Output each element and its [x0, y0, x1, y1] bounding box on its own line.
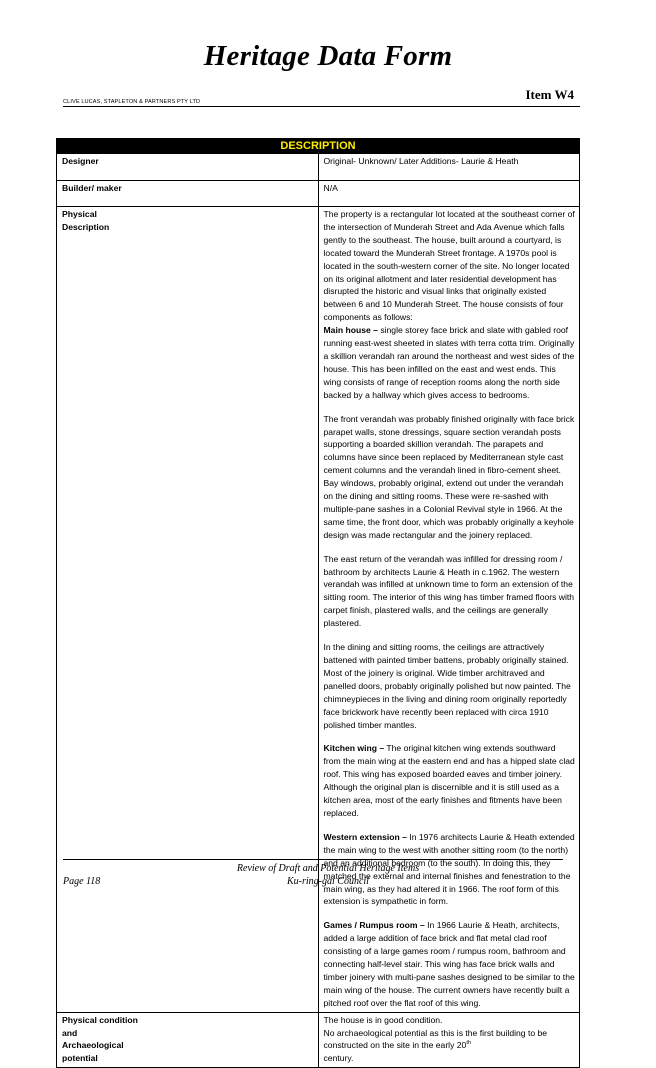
paragraph-dining-sitting: In the dining and sitting rooms, the ceilings are attractively battened with painted timber battens, probably originally stained. Most of the joinery is original. Wide timber architraved and panelled doors, probably originally polished but now painted. The chimneypieces in the living and dining room originally reportedly face brickwork have recently been replaced with circa 1910 polished timber mantles. — [323, 642, 571, 730]
builder-value: N/A — [318, 181, 580, 207]
designer-value: Original- Unknown/ Later Additions- Laurie & Heath — [318, 154, 580, 181]
games-rumpus-heading: Games / Rumpus room – — [323, 920, 425, 931]
western-extension-heading: Western extension – — [323, 831, 407, 842]
condition-label-line1: Physical condition — [62, 1014, 138, 1025]
kitchen-wing-heading: Kitchen wing – — [323, 743, 385, 754]
paragraph-east-return: The east return of the verandah was infilled for dressing room / bathroom by architects Laurie & Heath in c.1962. The western verandah was infilled at unknown time to form an extension of the sitting room. The interior of this wing has timber framed floors with carpet finish, plastered walls, and the ceilings are generally plastered. — [323, 553, 575, 629]
games-rumpus-text: In 1966 Laurie & Heath, architects, added a large addition of face brick and flat metal clad roof consisting of a large games room / rumpus room, bathroom and connecting half-level stair. This wing has face brick walls and timber joinery with multi-pane sashes designed to be similar to the main wing of the house. The current owners have recently built a pitched roof over the flat roof of this wing. — [323, 920, 575, 1008]
physical-description-row — [57, 207, 580, 1013]
document-title: Heritage Data Form — [203, 40, 453, 72]
condition-label-line2: and — [62, 1027, 78, 1038]
paragraph-kitchen-wing — [324, 742, 576, 819]
physical-description-text — [318, 207, 580, 1013]
paragraph-games-rumpus — [324, 919, 576, 1009]
footer-review-title: Review of Draft and Potential Heritage Items — [236, 863, 420, 874]
condition-line2 — [324, 1027, 576, 1066]
page-number-value: 118 — [86, 876, 101, 887]
condition-label-line4: potential — [62, 1053, 98, 1064]
designer-row — [57, 154, 580, 181]
designer-label: Designer — [57, 154, 319, 181]
page-label: Page — [63, 876, 84, 887]
condition-text — [318, 1012, 580, 1068]
footer-divider — [63, 859, 563, 860]
physical-label-line2: Description — [62, 221, 110, 232]
section-heading: DESCRIPTION — [57, 139, 580, 154]
firm-name: CLIVE LUCAS, STAPLETON & PARTNERS PTY LTD — [63, 99, 201, 105]
builder-label: Builder/ maker — [57, 181, 319, 207]
item-number: Item W4 — [525, 87, 574, 102]
condition-label-line3: Archaeological — [62, 1040, 124, 1051]
footer-council-name: Ku-ring-gai Council — [287, 876, 369, 887]
physical-description-label — [57, 207, 319, 1013]
paragraph-front-verandah: The front verandah was probably finished originally with face brick parapet walls, stone dressings, square section verandah posts supporting a boarded skillion verandah. The parapets and columns have since been replaced by Mediterranean style cast cement columns and the verandah lined in fibro-cement sheet. Bay windows, probably original, extend out under the verandah on the dining and sitting rooms. These were re-sashed with multiple-pane sashes in a Colonial Revival style in 1966. At the same time, the front door, which was probably originally a keyhole design was made rectangular and the joinery replaced. — [323, 413, 575, 540]
physical-label-line1: Physical — [62, 209, 97, 219]
western-extension-text: In 1976 architects Laurie & Heath extended the main wing to the west with another sitting room (to the north) and an additional bedroom (to the south). In doing this, they matched the external and internal finishes and fenestration to the main wing, as they had altered it in 1966. The roof form of this extension is sympathetic in form. — [323, 831, 575, 907]
section-heading-row — [57, 139, 580, 154]
paragraph-intro-text: The property is a rectangular lot located at the southeast corner of the intersection of Munderah Street and Ada Avenue which falls gently to the southeast. The house, built around a courtyard, is located toward the Munderah Street frontage. A 1970s pool is located in the south-western corner of the site. No longer located on its original allotment and later residential development has disrupted the historic and visual links that originally existed between 6 and 10 Munderah Street. The house consists of four components as follows: — [323, 209, 575, 323]
condition-line2-end: century. — [323, 1053, 354, 1064]
condition-label — [57, 1012, 319, 1068]
page-number — [63, 876, 100, 887]
main-house-text: single storey face brick and slate with gabled roof running east-west sheeted in slates with terra cotta trim. Originally a skillion verandah ran around the northeast and west sides of the house. This has been infilled on the east and west ends. This wing consists of range of reception rooms along the north side backed by a hallway which gives access to bedrooms. — [323, 325, 575, 400]
builder-row — [57, 181, 580, 207]
header-divider — [63, 106, 580, 107]
kitchen-wing-text: The original kitchen wing extends southward from the main wing at the eastern end and has a hipped slate clad roof. This wing has exposed boarded eaves and timber joinery. Although the original plan is discernible and it is still used as a kitchen area, most of the early finishes and fitments have been replaced. — [323, 743, 575, 818]
main-house-heading: Main house – — [323, 325, 378, 336]
paragraph-intro — [324, 208, 576, 402]
heritage-data-table — [56, 138, 580, 1068]
condition-line2-superscript: th — [466, 1040, 471, 1047]
condition-line1: The house is in good condition. — [323, 1014, 443, 1025]
condition-line2-text: No archaeological potential as this is the first building to be constructed on the site in the early 20 — [323, 1027, 548, 1051]
condition-row — [57, 1012, 580, 1068]
